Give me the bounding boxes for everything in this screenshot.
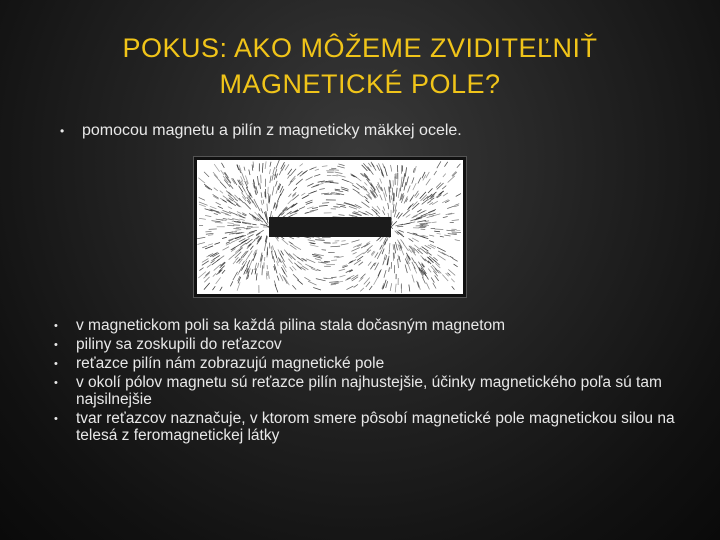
bar-magnet	[269, 217, 391, 237]
bullet-icon: •	[60, 124, 65, 138]
intro-line	[60, 122, 680, 140]
bullet-item: • v magnetickom poli sa každá pilina stala dočasným magnetom	[54, 317, 694, 334]
intro-text: pomocou magnetu a pilín z magneticky mäkkej ocele.	[82, 122, 462, 139]
bullet-item: • v okolí pólov magnetu sú reťazce pilín najhustejšie, účinky magnetického poľa sú tam najsilnejšie	[54, 374, 694, 408]
iron-filings-image	[194, 157, 466, 297]
bullet-item: • tvar reťazcov naznačuje, v ktorom smere pôsobí magnetické pole magnetickou silou na telesá z feromagnetickej látky	[54, 410, 694, 444]
magnetic-field-illustration	[197, 160, 463, 294]
bullet-item: • reťazce pilín nám zobrazujú magnetické pole	[54, 355, 694, 372]
bullet-list	[54, 317, 694, 446]
slide-title: POKUS: AKO MÔŽEME ZVIDITEĽNIŤ MAGNETICKÉ POLE?	[122, 33, 598, 99]
bullet-item: • piliny sa zoskupili do reťazcov	[54, 336, 694, 353]
